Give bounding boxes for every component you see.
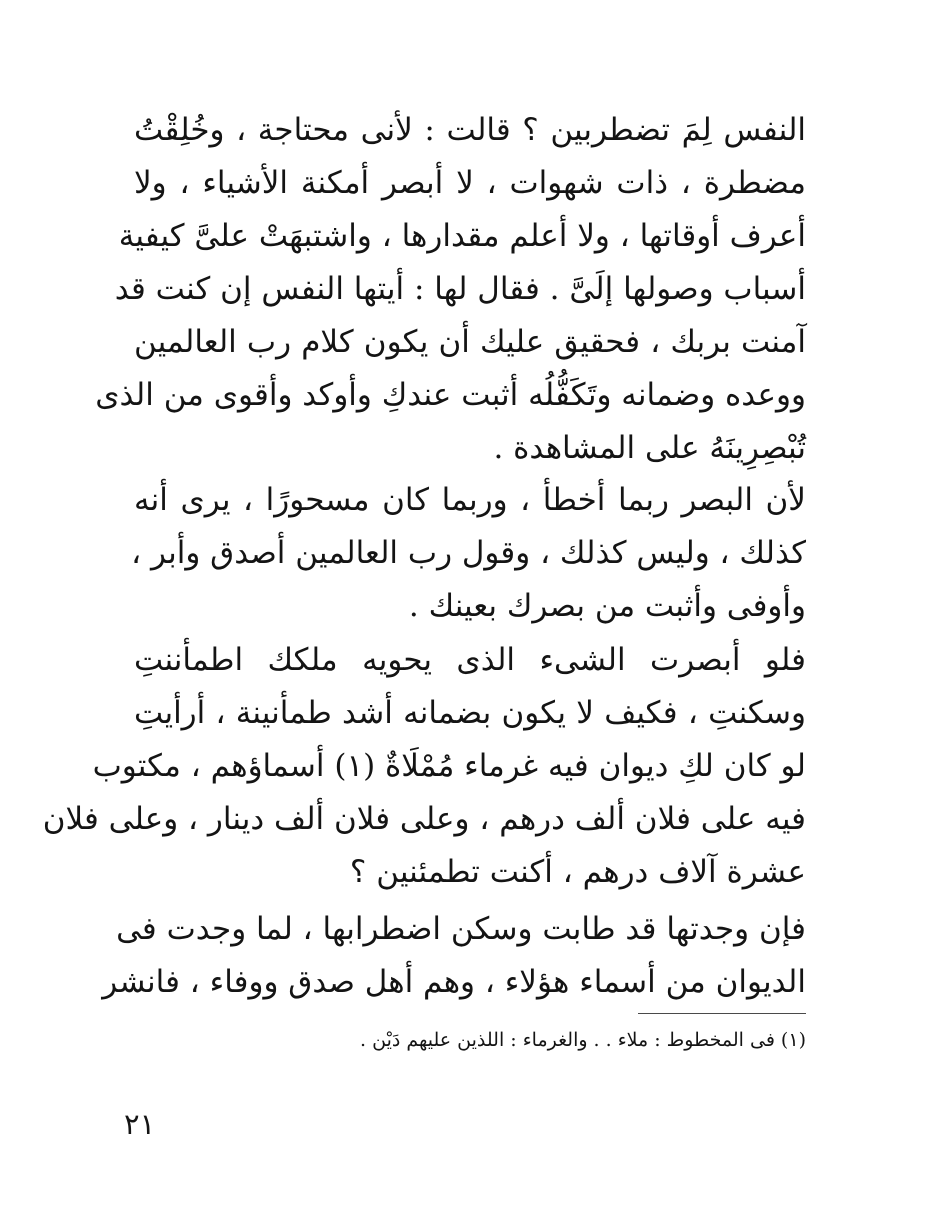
text-line: عشرة آلاف درهم ، أكنت تطمئنين ؟ bbox=[349, 854, 806, 890]
page-number: ٢١ bbox=[124, 1107, 156, 1141]
text-line: لأن البصر ربما أخطأ ، وربما كان مسحورًا ، يرى أنه bbox=[134, 482, 806, 518]
footnote-divider bbox=[638, 1013, 806, 1014]
text-line: فإن وجدتها قد طابت وسكن اضطرابها ، لما وجدت فى bbox=[116, 911, 806, 947]
text-line: لو كان لكِ ديوان فيه غرماء مُمْلَاةٌ (١) أسماؤهم ، مكتوب bbox=[92, 748, 806, 784]
text-line: كذلك ، وليس كذلك ، وقول رب العالمين أصدق وأبر ، bbox=[131, 535, 806, 571]
text-line: وأوفى وأثبت من بصرك بعينك . bbox=[408, 588, 806, 624]
text-line: أسباب وصولها إلَىَّ . فقال لها : أيتها النفس إن كنت قد bbox=[114, 271, 806, 307]
text-line: آمنت بربك ، فحقيق عليك أن يكون كلام رب العالمين bbox=[134, 324, 806, 360]
text-line: ووعده وضمانه وتَكَفُّلُه أثبت عندكِ وأوكد وأقوى من الذى bbox=[95, 377, 806, 413]
text-line: فلو أبصرت الشىء الذى يحويه ملكك اطمأننتِ bbox=[134, 642, 806, 678]
text-line: النفس لِمَ تضطربين ؟ قالت : لأنى محتاجة ، وخُلِقْتُ bbox=[134, 112, 806, 148]
text-line: أعرف أوقاتها ، ولا أعلم مقدارها ، واشتبهَتْ علىَّ كيفية bbox=[118, 218, 806, 254]
text-line: مضطرة ، ذات شهوات ، لا أبصر أمكنة الأشياء ، ولا bbox=[134, 165, 806, 201]
text-line: تُبْصِرِينَهُ على المشاهدة . bbox=[493, 430, 806, 466]
footnote: (١) فى المخطوط : ملاء . . والغرماء : اللذين عليهم دَيْن . bbox=[360, 1029, 806, 1051]
paragraph-4 bbox=[102, 903, 806, 1009]
paragraph-1 bbox=[95, 104, 806, 475]
text-line: فيه على فلان ألف درهم ، وعلى فلان ألف دينار ، وعلى فلان bbox=[42, 801, 806, 837]
paragraph-2 bbox=[131, 474, 806, 633]
paragraph-3 bbox=[42, 634, 806, 899]
text-line: وسكنتِ ، فكيف لا يكون بضمانه أشد طمأنينة ، أرأيتِ bbox=[134, 695, 806, 731]
text-line: الديوان من أسماء هؤلاء ، وهم أهل صدق ووفاء ، فانشر bbox=[102, 964, 806, 1000]
